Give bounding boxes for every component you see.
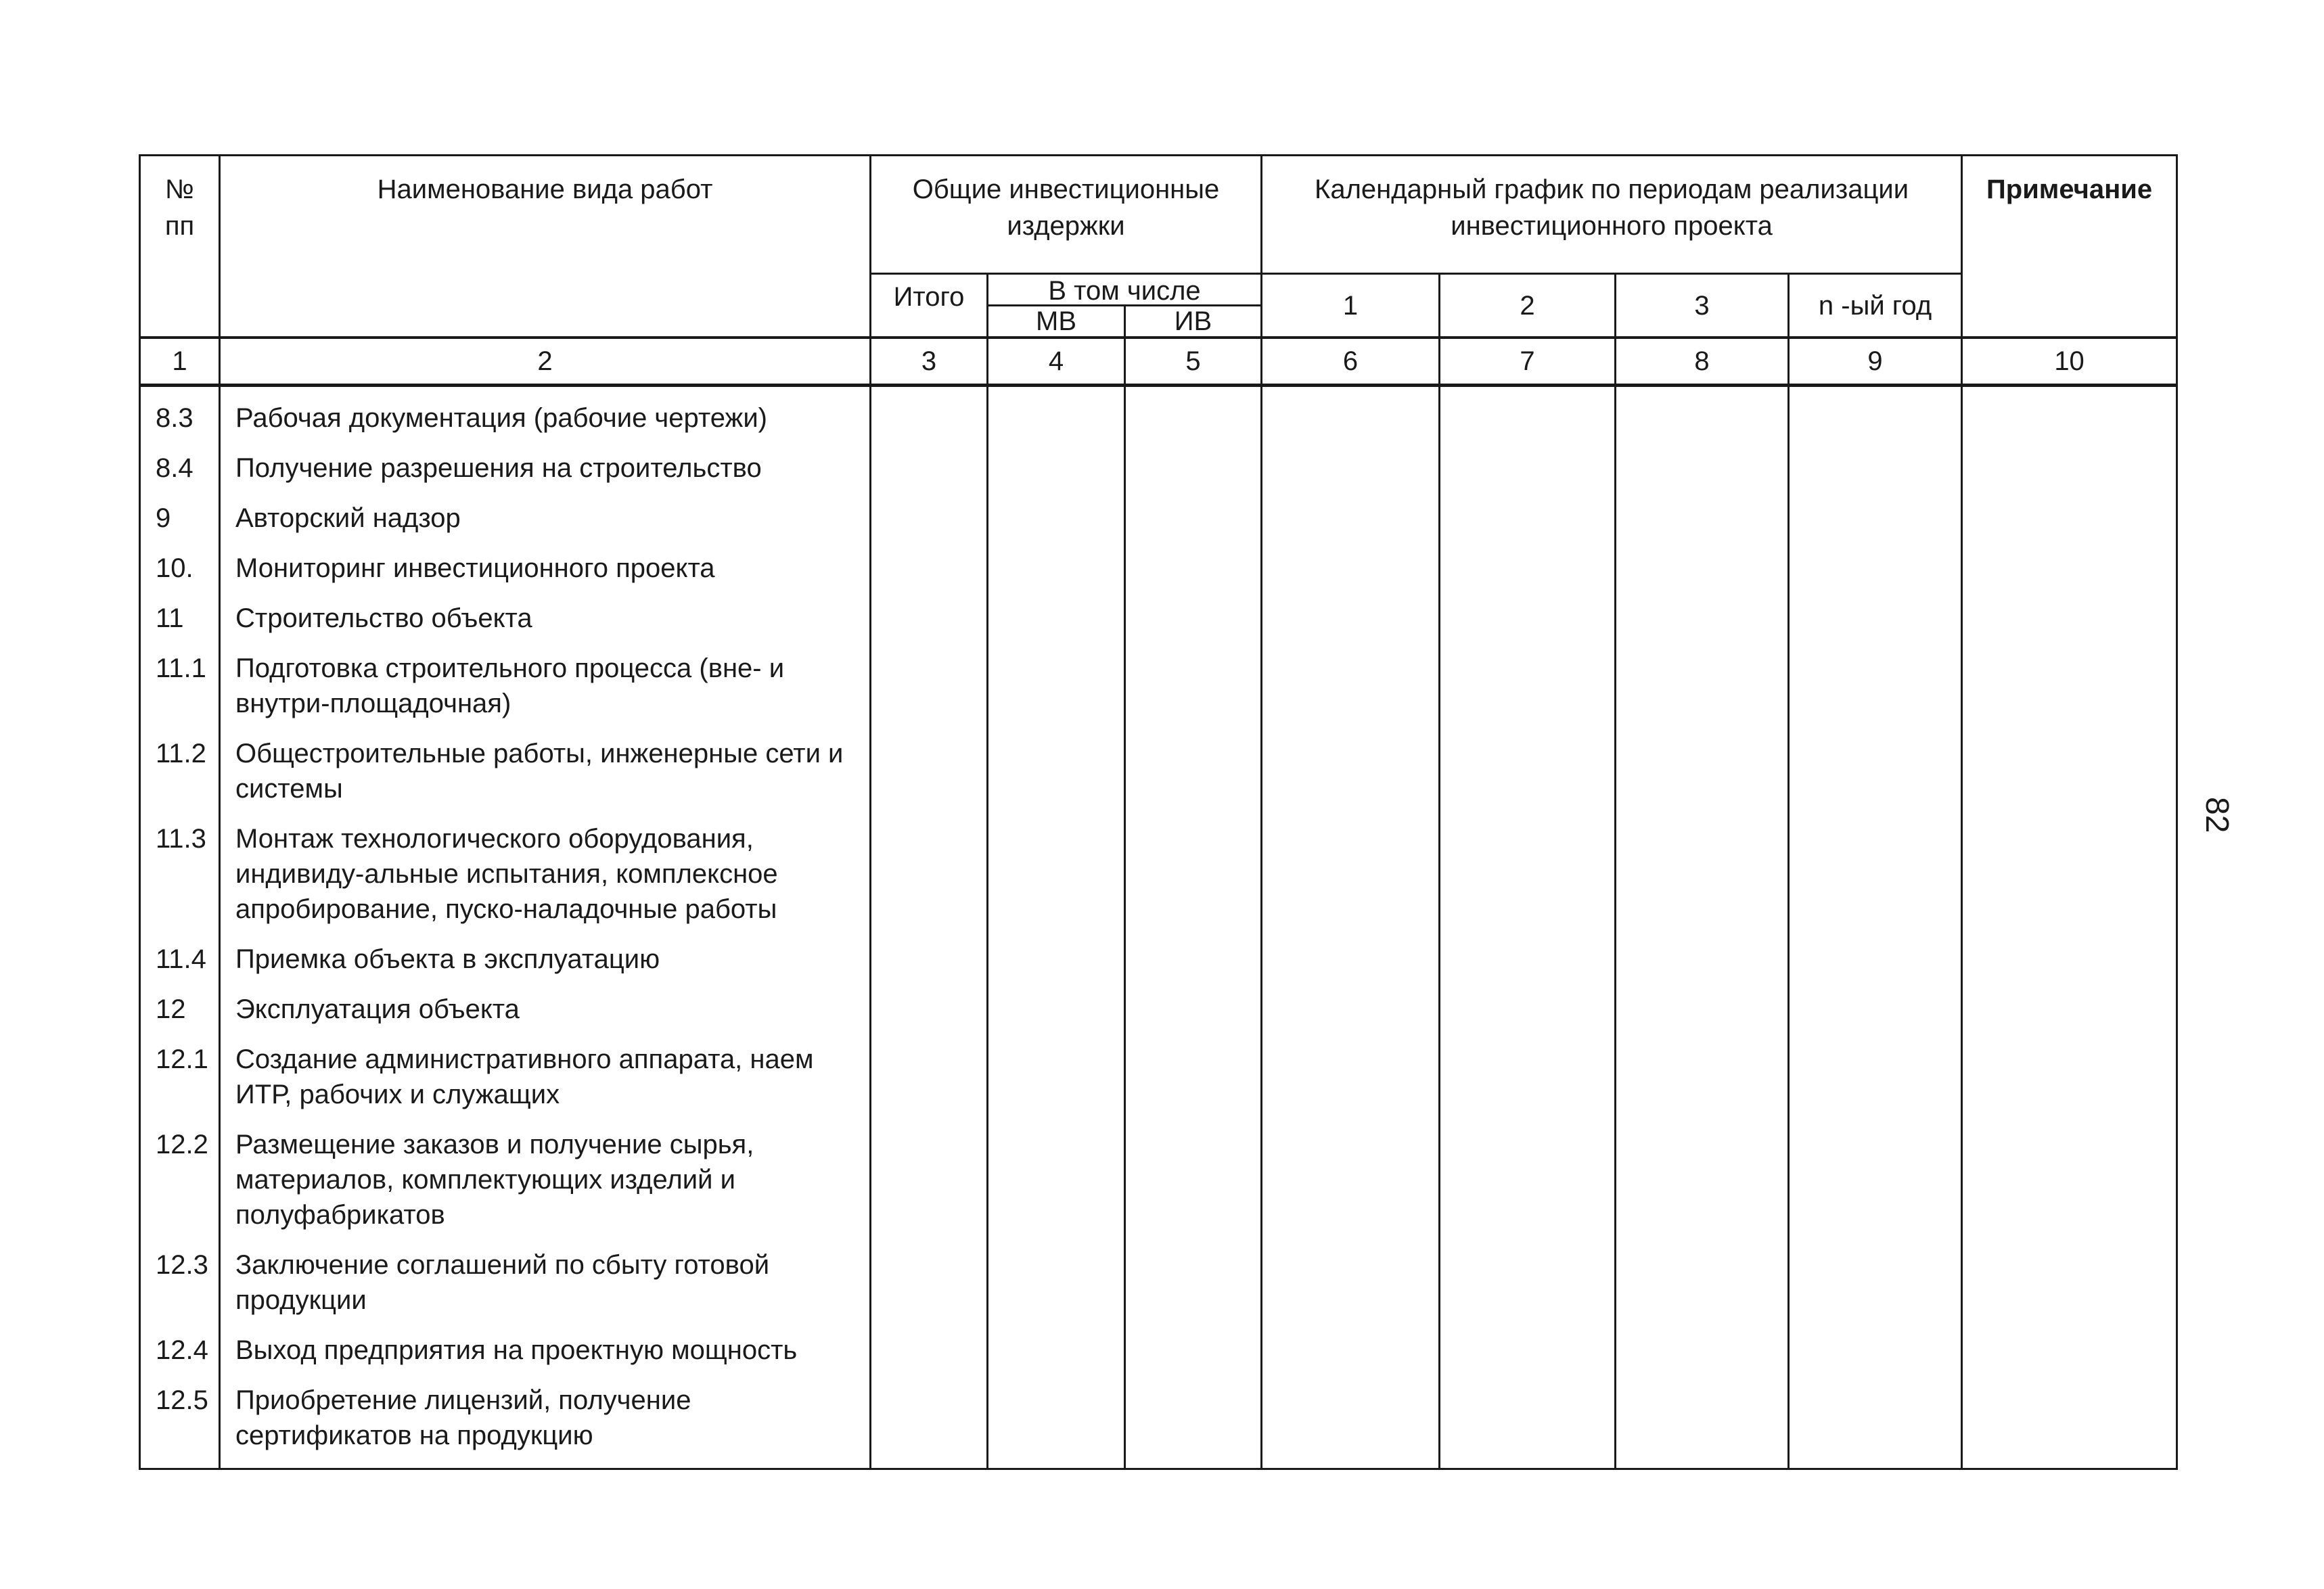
table-row bbox=[140, 1127, 2177, 1247]
row-number: 8.4 bbox=[140, 451, 220, 501]
row-name: Создание административного аппарата, наем ИТР, рабочих и служащих bbox=[220, 1042, 871, 1127]
column-number: 5 bbox=[1125, 338, 1262, 386]
table-row bbox=[140, 821, 2177, 942]
row-name: Выход предприятия на проектную мощность bbox=[220, 1333, 871, 1383]
row-number: 10. bbox=[140, 551, 220, 601]
row-number: 12.1 bbox=[140, 1042, 220, 1127]
row-number: 11 bbox=[140, 601, 220, 651]
row-number: 12.3 bbox=[140, 1247, 220, 1333]
row-number: 11.3 bbox=[140, 821, 220, 942]
table-row bbox=[140, 601, 2177, 651]
header-period-1: 1 bbox=[1262, 274, 1440, 338]
header-note: Примечание bbox=[1962, 156, 2177, 338]
header-period-3: 3 bbox=[1616, 274, 1789, 338]
column-number: 8 bbox=[1616, 338, 1789, 386]
header-mv: МВ bbox=[988, 306, 1125, 338]
column-number: 6 bbox=[1262, 338, 1440, 386]
table-row bbox=[140, 942, 2177, 992]
row-name: Приобретение лицензий, получение сертификатов на продукцию bbox=[220, 1383, 871, 1469]
column-number-row bbox=[140, 338, 2177, 386]
row-number: 11.4 bbox=[140, 942, 220, 992]
row-name: Строительство объекта bbox=[220, 601, 871, 651]
header-iv: ИВ bbox=[1125, 306, 1262, 338]
table-row bbox=[140, 651, 2177, 736]
row-name: Рабочая документация (рабочие чертежи) bbox=[220, 386, 871, 451]
column-number: 7 bbox=[1440, 338, 1616, 386]
table-row bbox=[140, 451, 2177, 501]
table-row bbox=[140, 1383, 2177, 1469]
row-name: Мониторинг инвестиционного проекта bbox=[220, 551, 871, 601]
page-number: 82 bbox=[2199, 797, 2235, 833]
row-number: 12 bbox=[140, 992, 220, 1042]
row-number: 11.2 bbox=[140, 736, 220, 821]
row-number: 11.1 bbox=[140, 651, 220, 736]
header-name: Наименование вида работ bbox=[220, 156, 871, 338]
table-row bbox=[140, 1042, 2177, 1127]
row-name: Эксплуатация объекта bbox=[220, 992, 871, 1042]
table-row bbox=[140, 736, 2177, 821]
header-including: В том числе bbox=[988, 274, 1262, 306]
row-number: 12.4 bbox=[140, 1333, 220, 1383]
investment-schedule-table bbox=[139, 154, 2178, 1470]
table-row bbox=[140, 1333, 2177, 1383]
table-row bbox=[140, 386, 2177, 451]
column-number: 3 bbox=[871, 338, 988, 386]
row-name: Размещение заказов и получение сырья, материалов, комплектующих изделий и полуфабрикатов bbox=[220, 1127, 871, 1247]
column-number: 4 bbox=[988, 338, 1125, 386]
row-name: Подготовка строительного процесса (вне- и внутри-площадочная) bbox=[220, 651, 871, 736]
table-row bbox=[140, 992, 2177, 1042]
row-name: Заключение соглашений по сбыту готовой продукции bbox=[220, 1247, 871, 1333]
row-name: Приемка объекта в эксплуатацию bbox=[220, 942, 871, 992]
table-row bbox=[140, 501, 2177, 551]
row-name: Получение разрешения на строительство bbox=[220, 451, 871, 501]
header-itogo: Итого bbox=[871, 274, 988, 338]
column-number: 10 bbox=[1962, 338, 2177, 386]
row-number: 9 bbox=[140, 501, 220, 551]
row-name: Авторский надзор bbox=[220, 501, 871, 551]
header-period-n: n -ый год bbox=[1789, 274, 1962, 338]
table-row bbox=[140, 551, 2177, 601]
column-number: 1 bbox=[140, 338, 220, 386]
header-costs: Общие инвестиционные издержки bbox=[871, 156, 1262, 274]
row-number: 12.5 bbox=[140, 1383, 220, 1469]
row-name: Монтаж технологического оборудования, индивиду-альные испытания, комплексное апробирование, пуско-наладочные работы bbox=[220, 821, 871, 942]
column-number: 2 bbox=[220, 338, 871, 386]
header-schedule: Календарный график по периодам реализации инвестиционного проекта bbox=[1262, 156, 1962, 274]
header-period-2: 2 bbox=[1440, 274, 1616, 338]
column-number: 9 bbox=[1789, 338, 1962, 386]
row-number: 8.3 bbox=[140, 386, 220, 451]
header-num: № пп bbox=[140, 156, 220, 338]
row-name: Общестроительные работы, инженерные сети и системы bbox=[220, 736, 871, 821]
table-row bbox=[140, 1247, 2177, 1333]
row-number: 12.2 bbox=[140, 1127, 220, 1247]
